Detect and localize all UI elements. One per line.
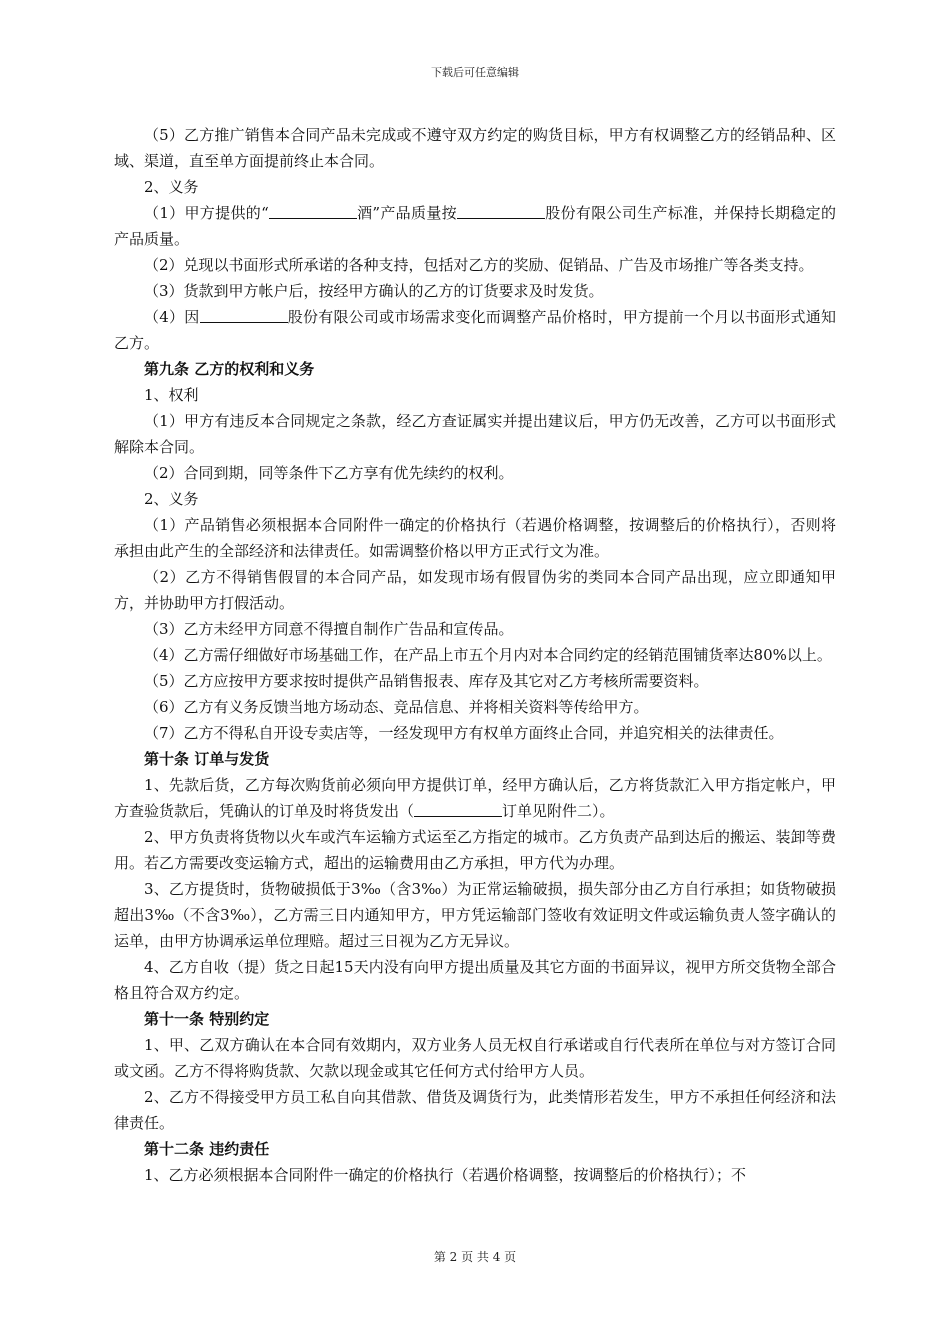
- paragraph: （5）乙方推广销售本合同产品未完成或不遵守双方约定的购货目标，甲方有权调整乙方的经销品种、区域、渠道，直至单方面提前终止本合同。: [114, 126, 836, 170]
- paragraph: （2）乙方不得销售假冒的本合同产品，如发现市场有假冒伪劣的类同本合同产品出现，应立即通知甲方，并协助甲方打假活动。: [114, 568, 836, 612]
- paragraph-text: 酒”产品质量按: [356, 204, 457, 222]
- section-heading: 第十条 订单与发货: [144, 750, 270, 768]
- paragraph: 2、甲方负责将货物以火车或汽车运输方式运至乙方指定的城市。乙方负责产品到达后的搬运、装卸等费用。若乙方需要改变运输方式，超出的运输费用由乙方承担，甲方代为办理。: [114, 828, 836, 872]
- fill-in-blank: [269, 204, 357, 219]
- paragraph: （3）货款到甲方帐户后，按经甲方确认的乙方的订货要求及时发货。: [144, 282, 604, 300]
- paragraph: （3）乙方未经甲方同意不得擅自制作广告品和宣传品。: [144, 620, 514, 638]
- page-footer: 第 2 页 共 4 页: [433, 1250, 517, 1264]
- paragraph: 2、义务: [144, 490, 199, 508]
- fill-in-blank: [200, 308, 288, 323]
- paragraph: 2、义务: [144, 178, 199, 196]
- paragraph: （2）合同到期，同等条件下乙方享有优先续约的权利。: [144, 464, 514, 482]
- paragraph: 2、乙方不得接受甲方员工私自向其借款、借货及调货行为，此类情形若发生，甲方不承担任何经济和法律责任。: [114, 1088, 836, 1132]
- paragraph: （1）产品销售必须根据本合同附件一确定的价格执行（若遇价格调整，按调整后的价格执行），否则将承担由此产生的全部经济和法律责任。如需调整价格以甲方正式行文为准。: [114, 516, 836, 560]
- paragraph: （6）乙方有义务反馈当地方场动态、竞品信息、并将相关资料等传给甲方。: [144, 698, 649, 716]
- paragraph: 1、乙方必须根据本合同附件一确定的价格执行（若遇价格调整，按调整后的价格执行）；不: [144, 1166, 747, 1184]
- paragraph-text: 订单见附件二）。: [502, 802, 615, 820]
- paragraph-text: （1）甲方提供的“: [144, 204, 269, 222]
- paragraph: （7）乙方不得私自开设专卖店等，一经发现甲方有权单方面终止合同，并追究相关的法律责任。: [144, 724, 784, 742]
- section-heading: 第九条 乙方的权利和义务: [144, 360, 315, 378]
- paragraph: 1、甲、乙双方确认在本合同有效期内，双方业务人员无权自行承诺或自行代表所在单位与对方签订合同或文函。乙方不得将购货款、欠款以现金或其它任何方式付给甲方人员。: [114, 1036, 836, 1080]
- fill-in-blank: [414, 802, 502, 817]
- paragraph: [114, 200, 836, 252]
- section-heading: 第十一条 特别约定: [144, 1010, 270, 1028]
- paragraph: （5）乙方应按甲方要求按时提供产品销售报表、库存及其它对乙方考核所需要资料。: [144, 672, 709, 690]
- paragraph: （2）兑现以书面形式所承诺的各种支持，包括对乙方的奖励、促销品、广告及市场推广等各类支持。: [144, 256, 814, 274]
- fill-in-blank: [457, 204, 545, 219]
- paragraph-text: （4）因: [144, 308, 200, 326]
- paragraph: 4、乙方自收（提）货之日起15天内没有向甲方提出质量及其它方面的书面异议，视甲方所交货物全部合格且符合双方约定。: [114, 958, 836, 1002]
- paragraph: 1、权利: [144, 386, 199, 404]
- paragraph: [114, 304, 836, 356]
- paragraph: 3、乙方提货时，货物破损低于3‰（含3‰）为正常运输破损，损失部分由乙方自行承担；如货物破损超出3‰（不含3‰），乙方需三日内通知甲方，甲方凭运输部门签收有效证明文件或运输负责人签字确认的运单，由甲方协调承运单位理赔。超过三日视为乙方无异议。: [114, 880, 836, 950]
- page-header: 下载后可任意编辑: [431, 66, 519, 79]
- paragraph-text: 股份有限公司或市场需求变化而调整产品价格时，甲方提前一个月以书面形式通知乙方。: [114, 308, 836, 352]
- section-heading: 第十二条 违约责任: [144, 1140, 270, 1158]
- document-body: [114, 122, 836, 1188]
- paragraph-text: 1、先款后货，乙方每次购货前必须向甲方提供订单，经甲方确认后，乙方将货款汇入甲方指定帐户，甲方查验货款后，凭确认的订单及时将货发出（: [114, 776, 836, 820]
- paragraph: （4）乙方需仔细做好市场基础工作，在产品上市五个月内对本合同约定的经销范围铺货率达80%以上。: [144, 646, 832, 664]
- paragraph: [114, 772, 836, 824]
- paragraph-text: 股份有限公司生产标准，并保持长期稳定的产品质量。: [114, 204, 836, 248]
- paragraph: （1）甲方有违反本合同规定之条款，经乙方查证属实并提出建议后，甲方仍无改善，乙方可以书面形式解除本合同。: [114, 412, 836, 456]
